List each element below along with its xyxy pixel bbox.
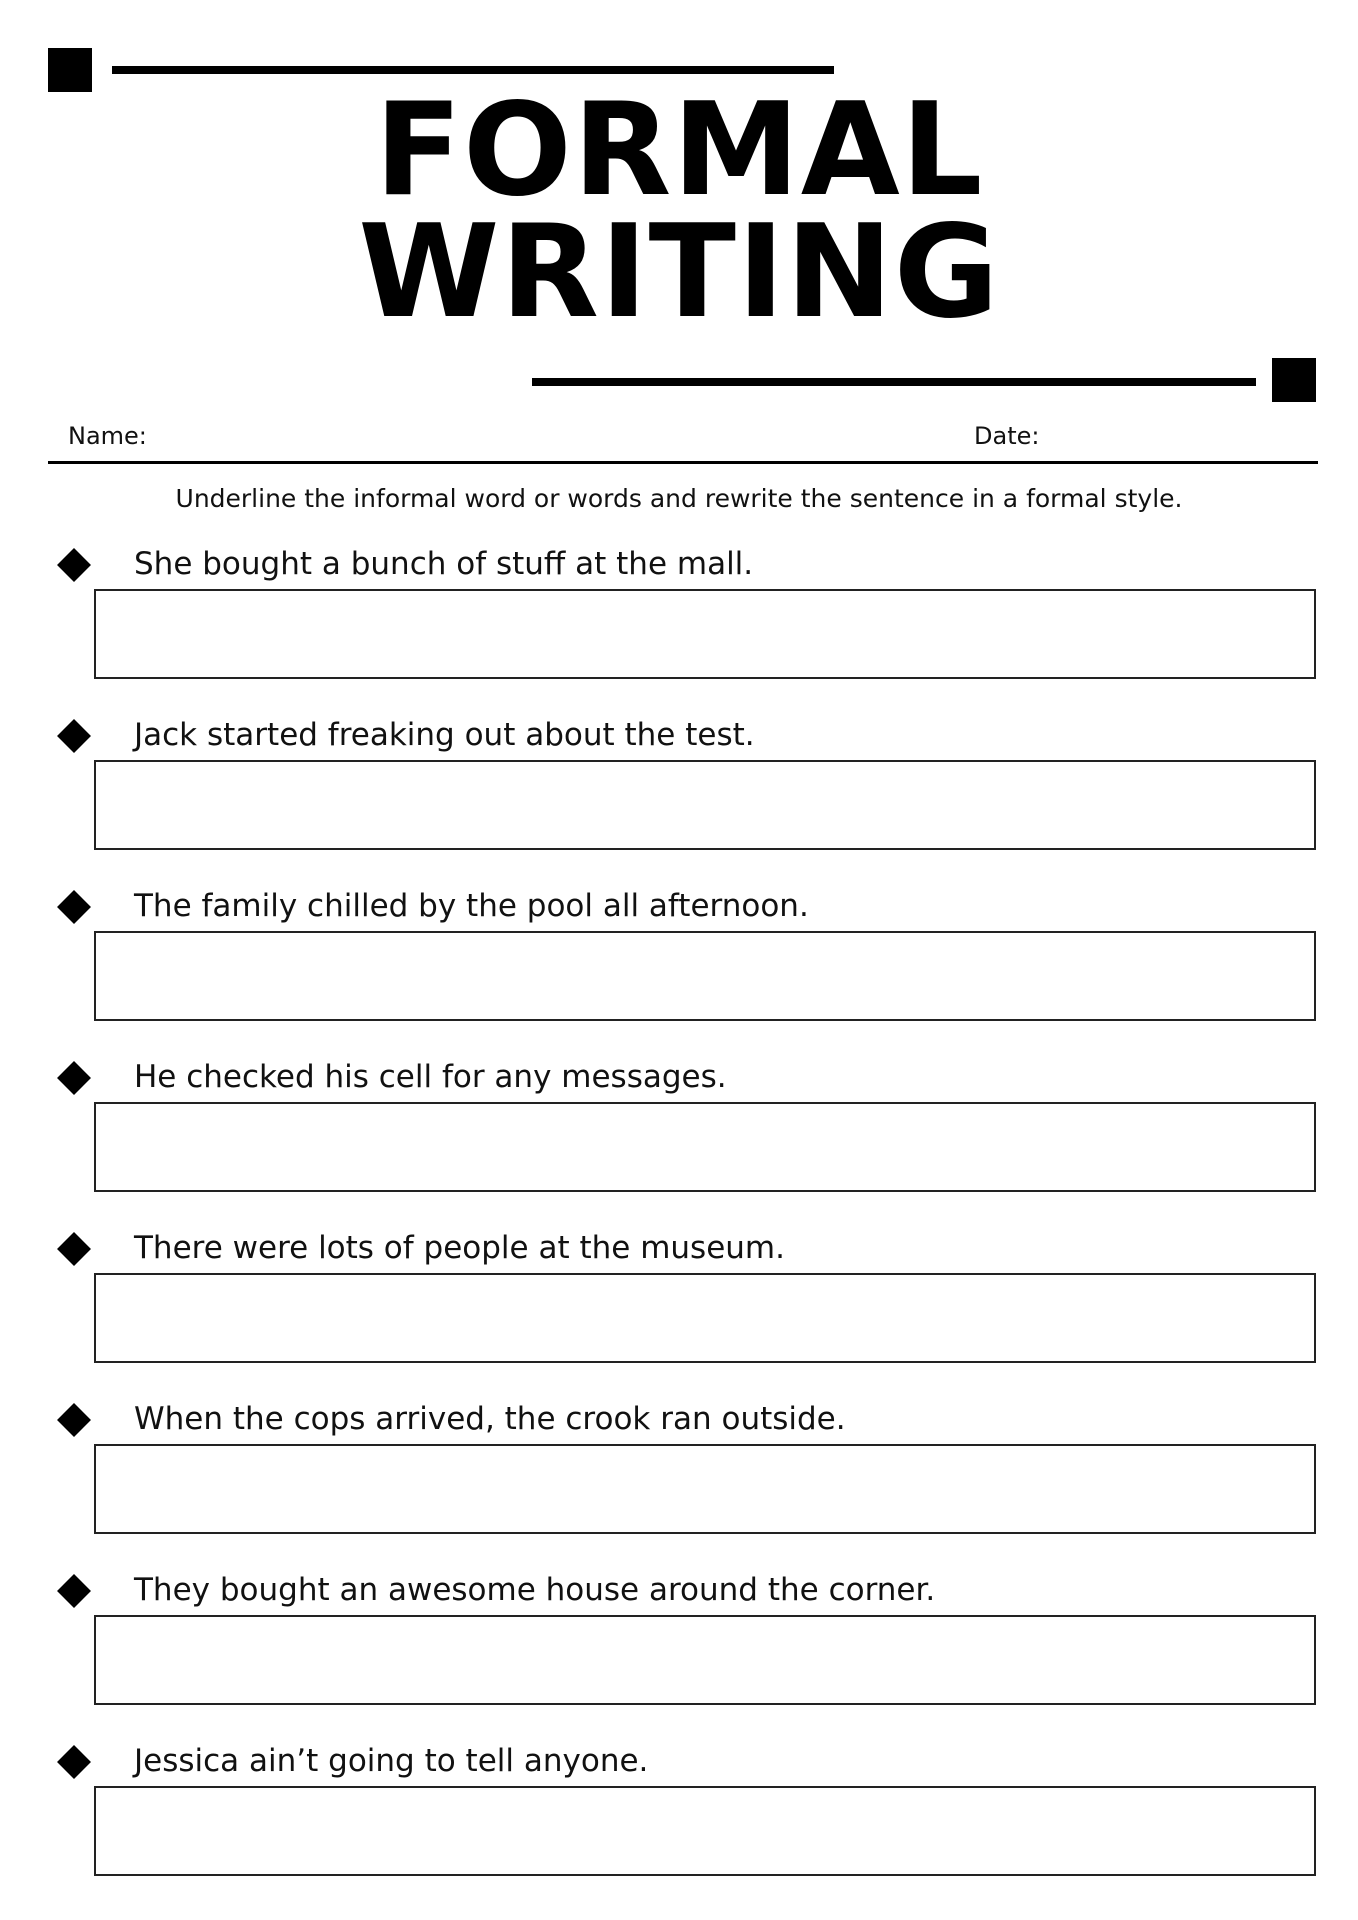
question-text: There were lots of people at the museum.	[134, 1230, 785, 1266]
diamond-bullet-icon	[57, 1232, 91, 1266]
answer-box[interactable]	[94, 760, 1316, 850]
question-item	[0, 1567, 1358, 1727]
answer-box[interactable]	[94, 1615, 1316, 1705]
answer-box[interactable]	[94, 1444, 1316, 1534]
date-label: Date:	[974, 422, 1040, 450]
diamond-bullet-icon	[57, 1745, 91, 1779]
question-item	[0, 883, 1358, 1043]
question-text: When the cops arrived, the crook ran outside.	[134, 1401, 846, 1437]
instructions: Underline the informal word or words and rewrite the sentence in a formal style.	[175, 484, 1183, 513]
question-text: Jessica ain’t going to tell anyone.	[134, 1743, 649, 1779]
question-item	[0, 541, 1358, 701]
answer-box[interactable]	[94, 1102, 1316, 1192]
question-text: She bought a bunch of stuff at the mall.	[134, 546, 754, 582]
question-item	[0, 1396, 1358, 1556]
question-item	[0, 1738, 1358, 1898]
question-text: He checked his cell for any messages.	[134, 1059, 727, 1095]
question-item	[0, 712, 1358, 872]
answer-box[interactable]	[94, 931, 1316, 1021]
question-text: The family chilled by the pool all afternoon.	[134, 888, 809, 924]
diamond-bullet-icon	[57, 1574, 91, 1608]
question-text: They bought an awesome house around the corner.	[134, 1572, 936, 1608]
diamond-bullet-icon	[57, 890, 91, 924]
diamond-bullet-icon	[57, 548, 91, 582]
title-line-1: FORMAL	[374, 76, 984, 225]
question-text: Jack started freaking out about the test.	[134, 717, 755, 753]
answer-box[interactable]	[94, 1273, 1316, 1363]
name-label: Name:	[68, 422, 147, 450]
question-item	[0, 1054, 1358, 1214]
answer-box[interactable]	[94, 589, 1316, 679]
question-item	[0, 1225, 1358, 1385]
diamond-bullet-icon	[57, 1061, 91, 1095]
title-line-2: WRITING	[358, 198, 1000, 347]
diamond-bullet-icon	[57, 719, 91, 753]
diamond-bullet-icon	[57, 1403, 91, 1437]
answer-box[interactable]	[94, 1786, 1316, 1876]
